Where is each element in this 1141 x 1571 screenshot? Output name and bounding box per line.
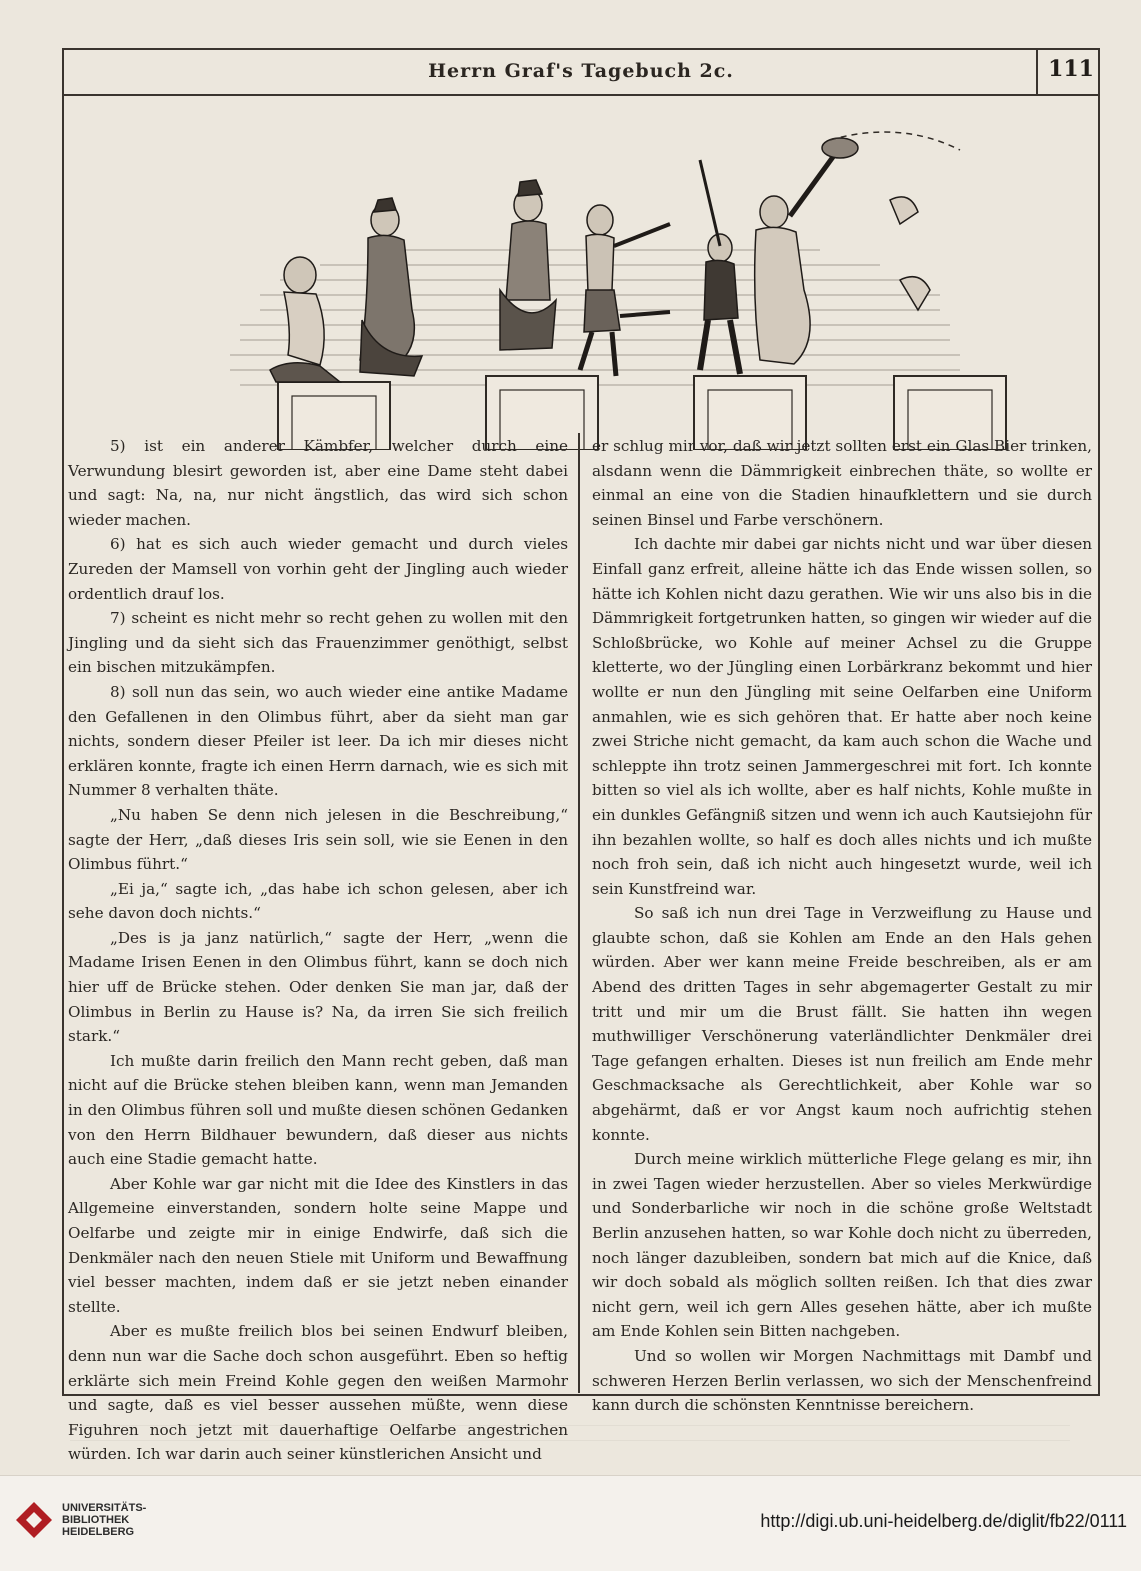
paragraph: 6) hat es sich auch wieder gemacht und durch vieles Zureden der Mamsell von vorhin geht der Jingling auch wieder ordentlich drauf los. (68, 535, 568, 603)
paragraph: Aber Kohle war gar nicht mit die Idee des Kinstlers in das Allgemeine einverstanden, sondern holte seine Mappe und Oelfarbe und zeigte mir in einige Endwirfe, daß sich die Denkmäler nach den neuen Stiele mit Uniform und Bewaffnung viel besser machten, indem daß er sie jetzt neben einander stellte. (68, 1174, 568, 1316)
paragraph: „Des is ja janz natürlich,“ sagte der Herr, „wenn die Madame Irisen Eenen in den Olimbus führt, kann se doch nich hier uff de Brücke stehen. Oder denken Sie man jar, daß der Olimbus in Berlin zu Hause is? Na, da irren Sie sich freilich stark.“ (68, 928, 568, 1046)
university-library-logo-icon (12, 1496, 56, 1546)
paragraph: Durch meine wirklich mütterliche Flege gelang es mir, ihn in zwei Tagen wieder herzustellen. Aber so vieles Merkwürdige und Sonderbarliche wir noch in die schöne große Weltstadt Berlin anzusehen hatten, so war Kohle doch nicht zu überreden, noch länger dazubleiben, sondern bat mich auf die Knice, daß wir doch sobald als möglich sollten reißen. Ich that dies zwar nicht gern, weil ich gern Alles gesehen hätte, aber ich mußte am Ende Kohlen sein Bitten nachgeben. (592, 1150, 1092, 1341)
paragraph: Ich mußte darin freilich den Mann recht geben, daß man nicht auf die Brücke stehen bleiben kann, wenn man Jemanden in den Olimbus führen soll und mußte diesen schönen Gedanken von den Herrn Bildhauer bewundern, daß dieser aus nichts auch eine Stadie gemacht hatte. (68, 1051, 568, 1169)
paragraph: 7) scheint es nicht mehr so recht gehen zu wollen mit den Jingling und da sieht sich das Frauenzimmer genöthigt, selbst ein bischen mitzukämpfen. (68, 609, 568, 677)
source-url-link[interactable]: http://digi.ub.uni-heidelberg.de/diglit/fb22/0111 (760, 1511, 1127, 1531)
page-frame (62, 48, 1100, 1464)
paragraph: Und so wollen wir Morgen Nachmittags mit Dambf und schweren Herzen Berlin verlassen, wo sich der Menschenfreind kann durch die schönsten Kenntnisse bereichern. (592, 1346, 1092, 1415)
running-head: Herrn Graf's Tagebuch 2c. (428, 60, 734, 82)
paragraph: 8) soll nun das sein, wo auch wieder eine antike Madame den Gefallenen in den Olimbus führt, aber da sieht man gar nichts, sondern dieser Pfeiler ist leer. Da ich mir dieses nicht erklären konnte, fragte ich einen Herrn darnach, wie es sich mit Nummer 8 verhalten thäte. (68, 682, 568, 800)
column-divider (578, 433, 580, 1393)
header-rule (64, 94, 1098, 96)
paragraph: Aber es mußte freilich blos bei seinen Endwurf bleiben, denn nun war die Sache doch schon ausgeführt. Eben so heftig erklärte sich mein Freind Kohle gegen den weißen Marmohr und sagte, daß es viel besser aussehen müßte, wenn diese Figuhren noch jetzt mit dauerhaftige Oelfarbe angestrichen würden. Ich war darin auch seiner künstlerichen Ansicht und (68, 1322, 568, 1464)
paragraph: Ich dachte mir dabei gar nichts nicht und war über diesen Einfall ganz erfreit, alleine hätte ich das Ende wissen sollen, so hätte ich Kohlen nicht dazu gerathen. Wie wir uns also bis in die Dämmrigkeit fortgetrunken hatten, so gingen wir wieder auf die Schloßbrücke, wo Kohle auf meiner Achsel zu die Gruppe kletterte, wo der Jüngling einen Lorbärkranz bekommt und hier wollte er nun den Jüngling mit seine Oelfarben eine Uniform anmahlen, wie es sich gehören that. Er hatte aber noch keine zwei Striche nicht gemacht, da kam auch schon die Wache und schleppte ihn trotz seinen Jammergeschrei mit fort. Ich konnte bitten so viel als ich wollte, aber es half nichts, Kohle mußte in ein dunkles Gefängniß sitzen und wenn ich auch Kautsiejohn für ihn bezahlen wollte, so half es doch alles nichts und ich mußte noch froh sein, daß ich nicht auch hingesetzt wurde, weil ich sein Kunstfreind war. (592, 535, 1092, 898)
institution-name: UNIVERSITÄTS- BIBLIOTHEK HEIDELBERG (62, 1502, 147, 1538)
text-column-left (68, 434, 568, 1467)
text-column-right (592, 434, 1092, 1418)
page-number-divider (1036, 50, 1038, 94)
paragraph: So saß ich nun drei Tage in Verzweiflung zu Hause und glaubte schon, daß sie Kohlen am Ende an den Hals gehen würden. Aber wer kann meine Freide beschreiben, als er am Abend des dritten Tages in sehr abgemagerter Gestalt zu mir tritt und mir um die Brust fällt. Sie hatten ihn wegen muthwilliger Verschönerung vaterländlichter Denkmäler drei Tage gefangen erhalten. Dieses ist nun freilich am Ende mehr Geschmacksache als Gerechtlichkeit, aber Kohle war so abgehärmt, daß er vor Angst kaum noch aufrichtig stehen konnte. (592, 904, 1092, 1144)
show-through-line (70, 1425, 1070, 1426)
paragraph: er schlug mir vor, daß wir jetzt sollten erst ein Glas Bier trinken, alsdann wenn die Dämmrigkeit einbrechen thäte, so wollte er einmal an eine von die Stadien hinaufklettern und sie durch seinen Binsel und Farbe verschönern. (592, 437, 1092, 529)
show-through-line (70, 1440, 1070, 1441)
woodcut-illustration (200, 120, 1010, 450)
paragraph: „Ei ja,“ sagte ich, „das habe ich schon gelesen, aber ich sehe davon doch nichts.“ (68, 879, 568, 923)
paragraph: 5) ist ein anderer Kämbfer, welcher durch eine Verwundung blesirt geworden ist, aber eine Dame steht dabei und sagt: Na, na, nur nicht ängstlich, das wird sich schon wieder machen. (68, 437, 568, 529)
viewer-footer (0, 1475, 1141, 1571)
page-number: 111 (1048, 56, 1094, 82)
paragraph: „Nu haben Se denn nich jelesen in die Beschreibung,“ sagte der Herr, „daß dieses Iris sein soll, wie sie Eenen in den Olimbus führt.“ (68, 805, 568, 874)
